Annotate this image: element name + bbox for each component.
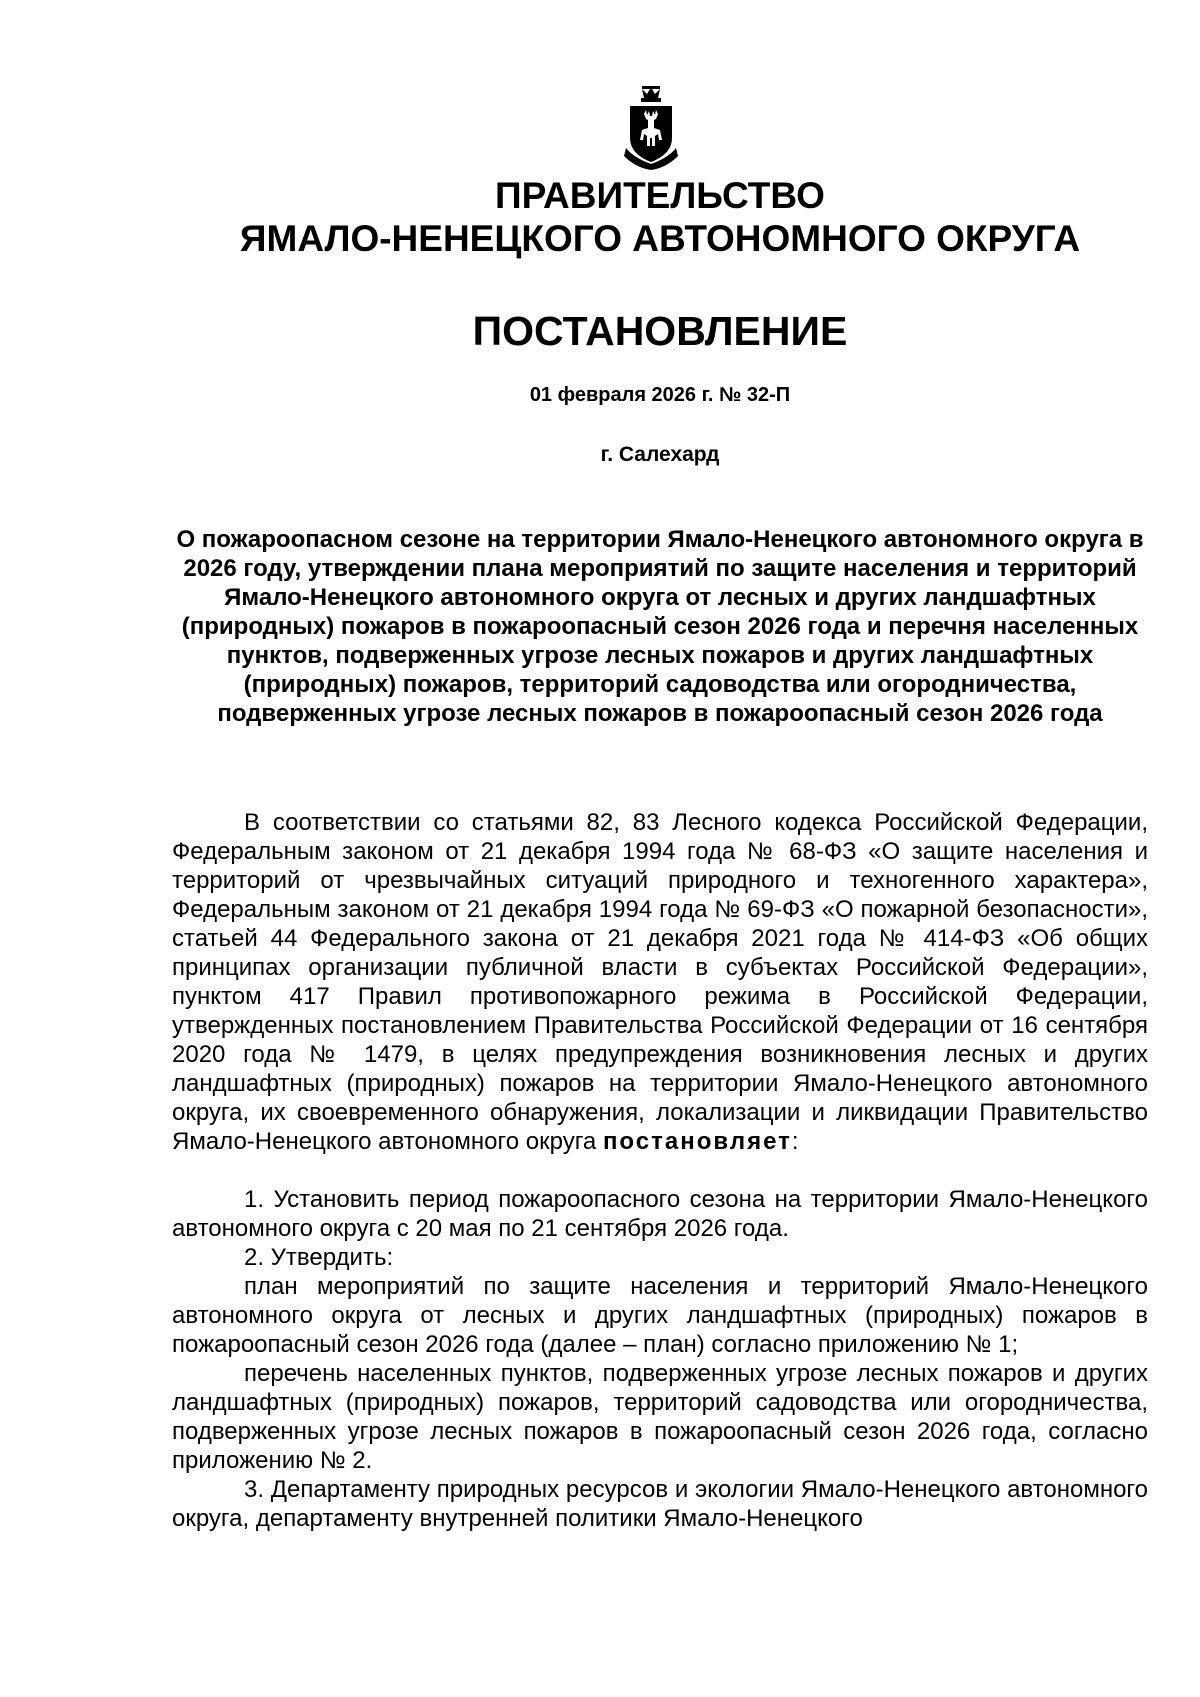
org-name-line1: ПРАВИТЕЛЬСТВО [495,175,825,216]
item-1: 1. Установить период пожароопасного сезона на территории Ямало-Ненецкого автономного округа с 20 мая по 21 сентября 2026 года. [172,1186,1148,1242]
item-3: 3. Департаменту природных ресурсов и экологии Ямало-Ненецкого автономного округа, департаменту внутренней политики Ямало-Ненецкого [172,1476,1148,1532]
document-city: г. Салехард [600,443,720,466]
org-name-line2: ЯМАЛО-НЕНЕЦКОГО АВТОНОМНОГО ОКРУГА [239,218,1081,259]
item-2-plan: план мероприятий по защите населения и территорий Ямало-Ненецкого автономного округа от лесных и других ландшафтных (природных) пожаров в пожароопасный сезон 2026 года (далее – план) согласно приложению № 1; [172,1273,1148,1358]
preamble-paragraph [172,808,1148,1156]
yanao-coat-of-arms-icon [622,84,680,170]
item-2-list: перечень населенных пунктов, подверженных угрозе лесных пожаров и других ландшафтных (природных) пожаров, территорий садоводства или огородничества, подверженных угрозе лесных пожаров в пожароопасный сезон 2026 года, согласно приложению № 2. [172,1360,1148,1474]
decree-word: постановляет [602,1128,792,1155]
document-type: ПОСТАНОВЛЕНИЕ [472,308,848,354]
document-date-number: 01 февраля 2026 г. № 32-П [529,384,791,406]
document-body [172,808,1148,1533]
document-title: О пожароопасном сезоне на территории Ямало-Ненецкого автономного округа в 2026 году, утверждении плана мероприятий по защите населения и территорий Ямало-Ненецкого автономного округа от лесных и других ландшафтных (природных) пожаров в пожароопасный сезон 2026 года и перечня населенных пунктов, подверженных угрозе лесных пожаров и других ландшафтных (природных) пожаров, территорий садоводства или огородничества, подверженных угрозе лесных пожаров в пожароопасный сезон 2026 года [176,526,1144,727]
preamble-text: В соответствии со статьями 82, 83 Лесного кодекса Российской Федерации, Федеральным законом от 21 декабря 1994 года № 68-ФЗ «О защите населения и территорий от чрезвычайных ситуаций природного и техногенного характера», Федеральным законом от 21 декабря 1994 года № 69-ФЗ «О пожарной безопасности», статьей 44 Федерального закона от 21 декабря 2021 года № 414-ФЗ «Об общих принципах организации публичной власти в субъектах Российской Федерации», пунктом 417 Правил противопожарного режима в Российской Федерации, утвержденных постановлением Правительства Российской Федерации от 16 сентября 2020 года № 1479, в целях предупреждения возникновения лесных и других ландшафтных (природных) пожаров на территории Ямало-Ненецкого автономного округа, их своевременного обнаружения, локализации и ликвидации Правительство Ямало-Ненецкого автономного округа [172,809,1148,1155]
item-2: 2. Утвердить: [244,1244,394,1271]
decree-colon: : [791,1128,799,1155]
